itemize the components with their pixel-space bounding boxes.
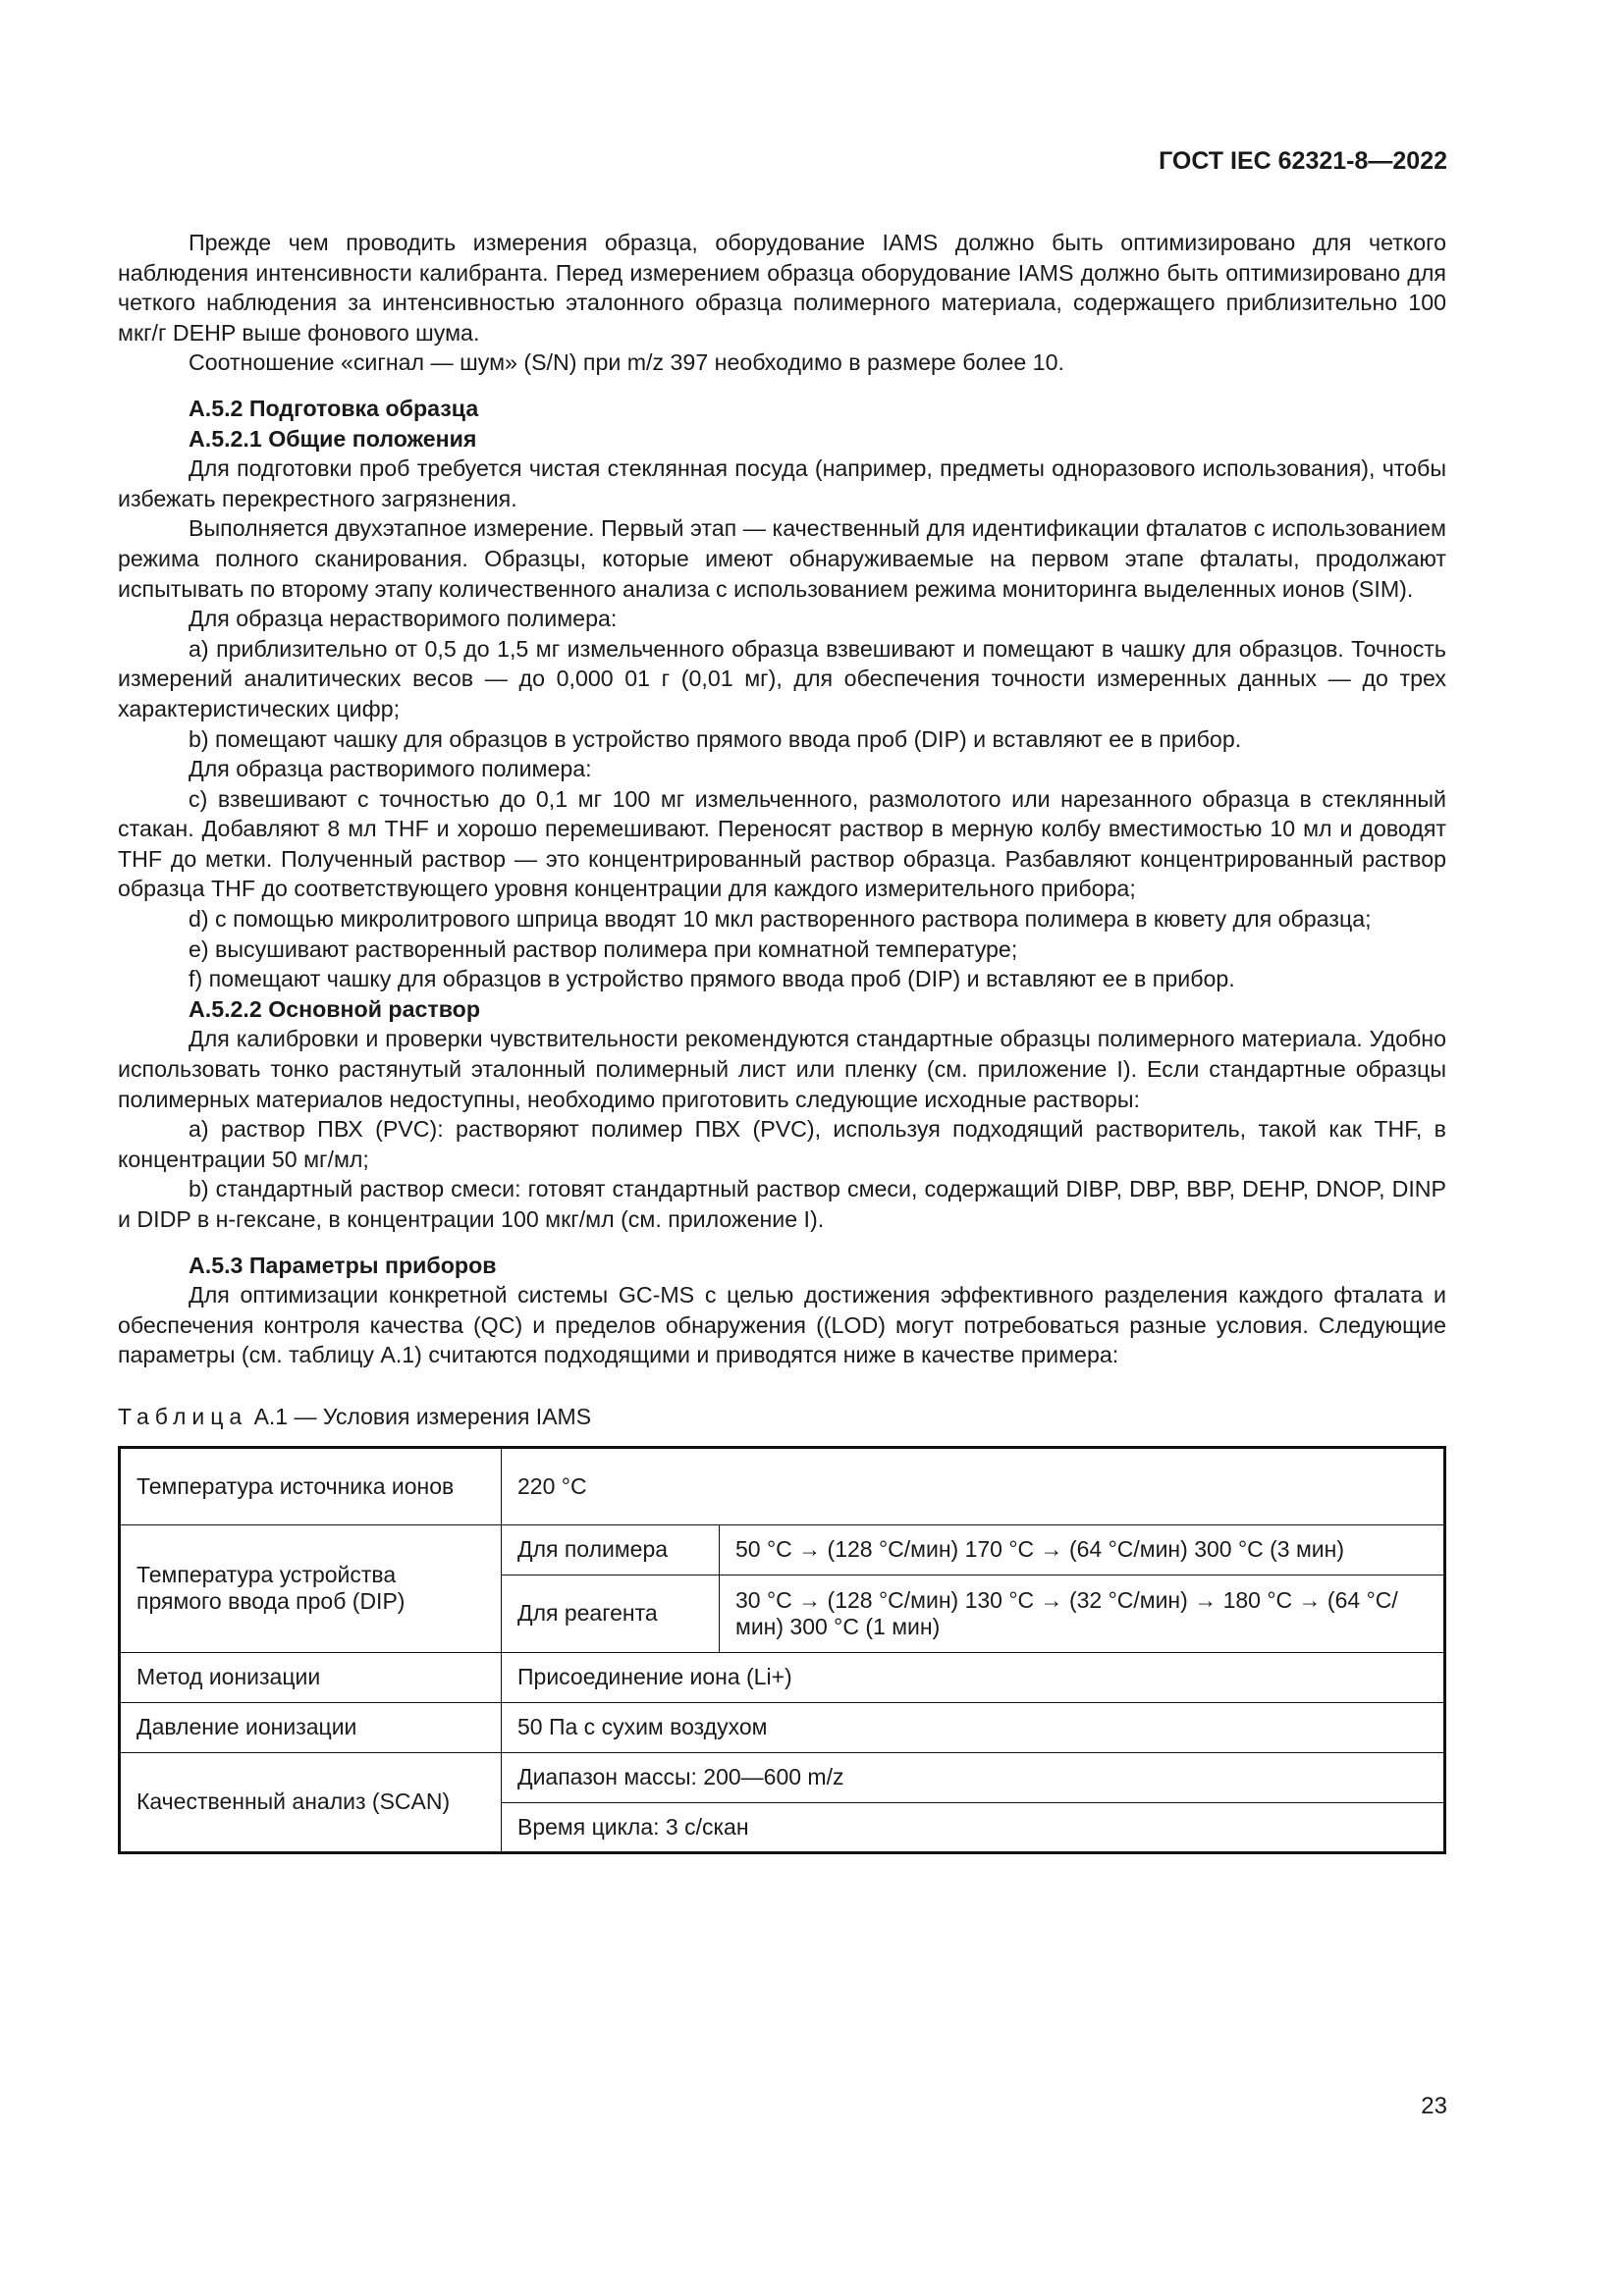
table-cell-label: Метод ионизации [120,1652,502,1702]
section-heading-a53: А.5.3 Параметры приборов [189,1252,497,1278]
table-cell-value: 220 °C [502,1447,1445,1524]
page-content [118,228,1446,1854]
page-number: 23 [1421,2093,1447,2119]
table-cell-value: 50 Па с сухим воздухом [502,1702,1445,1752]
standard-number-header: ГОСТ IEC 62321-8—2022 [1159,147,1447,175]
table-cell-label: Температура устройства прямого ввода проб (DIP) [120,1524,502,1652]
list-item-d: d) с помощью микролитрового шприца вводят 10 мкл растворенного раствора полимера в кювету для образца; [189,906,1372,933]
list-item-e: e) высушивают растворенный раствор полимера при комнатной температуре; [189,935,1018,962]
list-item-f: f) помещают чашку для образцов в устройство прямого ввода проб (DIP) и вставляют ее в прибор. [189,966,1235,992]
list-item-b: b) стандартный раствор смеси: готовят стандартный раствор смеси, содержащий DIBP, DBP, BBP, DEHP, DNOP, DINP и DIDP в н-гексане, в концентрации 100 мкг/мл (см. приложение I). [118,1176,1446,1232]
table-cell-label: Температура источника ионов [120,1447,502,1524]
table-row [120,1524,1445,1575]
table-row [120,1652,1445,1702]
subsection-heading-a521: А.5.2.1 Общие положения [189,425,477,452]
list-item-c: c) взвешивают с точностью до 0,1 мг 100 мг измельченного, размолотого или нарезанного образца в стеклянный стакан. Добавляют 8 мл THF и хорошо перемешивают. Переносят раствор в мерную колбу вместимостью 10 мл и доводят THF до метки. Полученный раствор — это концентрированный раствор образца. Разбавляют концентрированный раствор образца THF до соответствующего уровня концентрации для каждого измерительного прибора; [118,785,1446,902]
table-row [120,1447,1445,1524]
table-cell-sublabel: Для реагента [502,1575,720,1652]
intro-paragraph: Соотношение «сигнал — шум» (S/N) при m/z 397 необходимо в размере более 10. [189,349,1064,376]
table-row [120,1752,1445,1802]
section-heading-a52: А.5.2 Подготовка образца [189,395,479,421]
table-cell-value: Время цикла: 3 с/скан [502,1802,1445,1852]
table-caption-word: Таблица [118,1403,248,1429]
table-cell-value: Присоединение иона (Li+) [502,1652,1445,1702]
subsection-heading-a522: А.5.2.2 Основной раствор [189,995,481,1022]
intro-paragraph: Прежде чем проводить измерения образца, оборудование IAMS должно быть оптимизировано для четкого наблюдения интенсивности калибранта. Перед измерением образца оборудование IAMS должно быть оптимизировано для четкого наблюдения за интенсивностью эталонного образца полимерного материала, содержащего приблизительно 100 мкг/г DEHP выше фонового шума. [118,230,1446,346]
list-item-a: a) раствор ПВХ (PVC): растворяют полимер ПВХ (PVC), используя подходящий растворитель, такой как THF, в концентрации 50 мг/мл; [118,1116,1446,1172]
list-item-a: a) приблизительно от 0,5 до 1,5 мг измельченного образца взвешивают и помещают в чашку для образцов. Точность измерений аналитических весов — до 0,000 01 г (0,01 мг), для обеспечения точности измеренных данных — до трех характеристических цифр; [118,635,1446,721]
table-cell-sublabel: Для полимера [502,1524,720,1575]
table-cell-label: Давление ионизации [120,1702,502,1752]
conditions-table [118,1446,1446,1854]
table-cell-value: 50 °C → (128 °C/мин) 170 °C → (64 °C/мин) 300 °C (3 мин) [720,1524,1445,1575]
body-paragraph: Выполняется двухэтапное измерение. Первый этап — качественный для идентификации фталатов с использованием режима полного сканирования. Образцы, которые имеют обнаруживаемые на первом этапе фталаты, продолжают испытывать по второму этапу количественного анализа с использованием режима мониторинга выделенных ионов (SIM). [118,515,1446,602]
table-row [120,1702,1445,1752]
table-cell-value: Диапазон массы: 200—600 m/z [502,1752,1445,1802]
table-caption-title: А.1 — Условия измерения IAMS [253,1403,592,1429]
list-item-b: b) помещают чашку для образцов в устройство прямого ввода проб (DIP) и вставляют ее в прибор. [189,725,1242,752]
table-cell-value: 30 °C → (128 °C/мин) 130 °C → (32 °C/мин) → 180 °C → (64 °C/мин) 300 °C (1 мин) [720,1575,1445,1652]
body-paragraph: Для образца нерастворимого полимера: [189,606,618,632]
table-caption [118,1402,1446,1432]
table-cell-label: Качественный анализ (SCAN) [120,1752,502,1852]
body-paragraph: Для образца растворимого полимера: [189,756,592,782]
body-paragraph: Для оптимизации конкретной системы GC-MS с целью достижения эффективного разделения каждого фталата и обеспечения контроля качества (QC) и пределов обнаружения ((LOD) могут потребоваться разные условия. Следующие параметры (см. таблицу А.1) считаются подходящими и приводятся ниже в качестве примера: [118,1282,1446,1368]
body-paragraph: Для калибровки и проверки чувствительности рекомендуются стандартные образцы полимерного материала. Удобно использовать тонко растянутый эталонный полимерный лист или пленку (см. приложение I). Если стандартные образцы полимерных материалов недоступны, необходимо приготовить следующие исходные растворы: [118,1026,1446,1112]
body-paragraph: Для подготовки проб требуется чистая стеклянная посуда (например, предметы одноразового использования), чтобы избежать перекрестного загрязнения. [118,455,1446,511]
